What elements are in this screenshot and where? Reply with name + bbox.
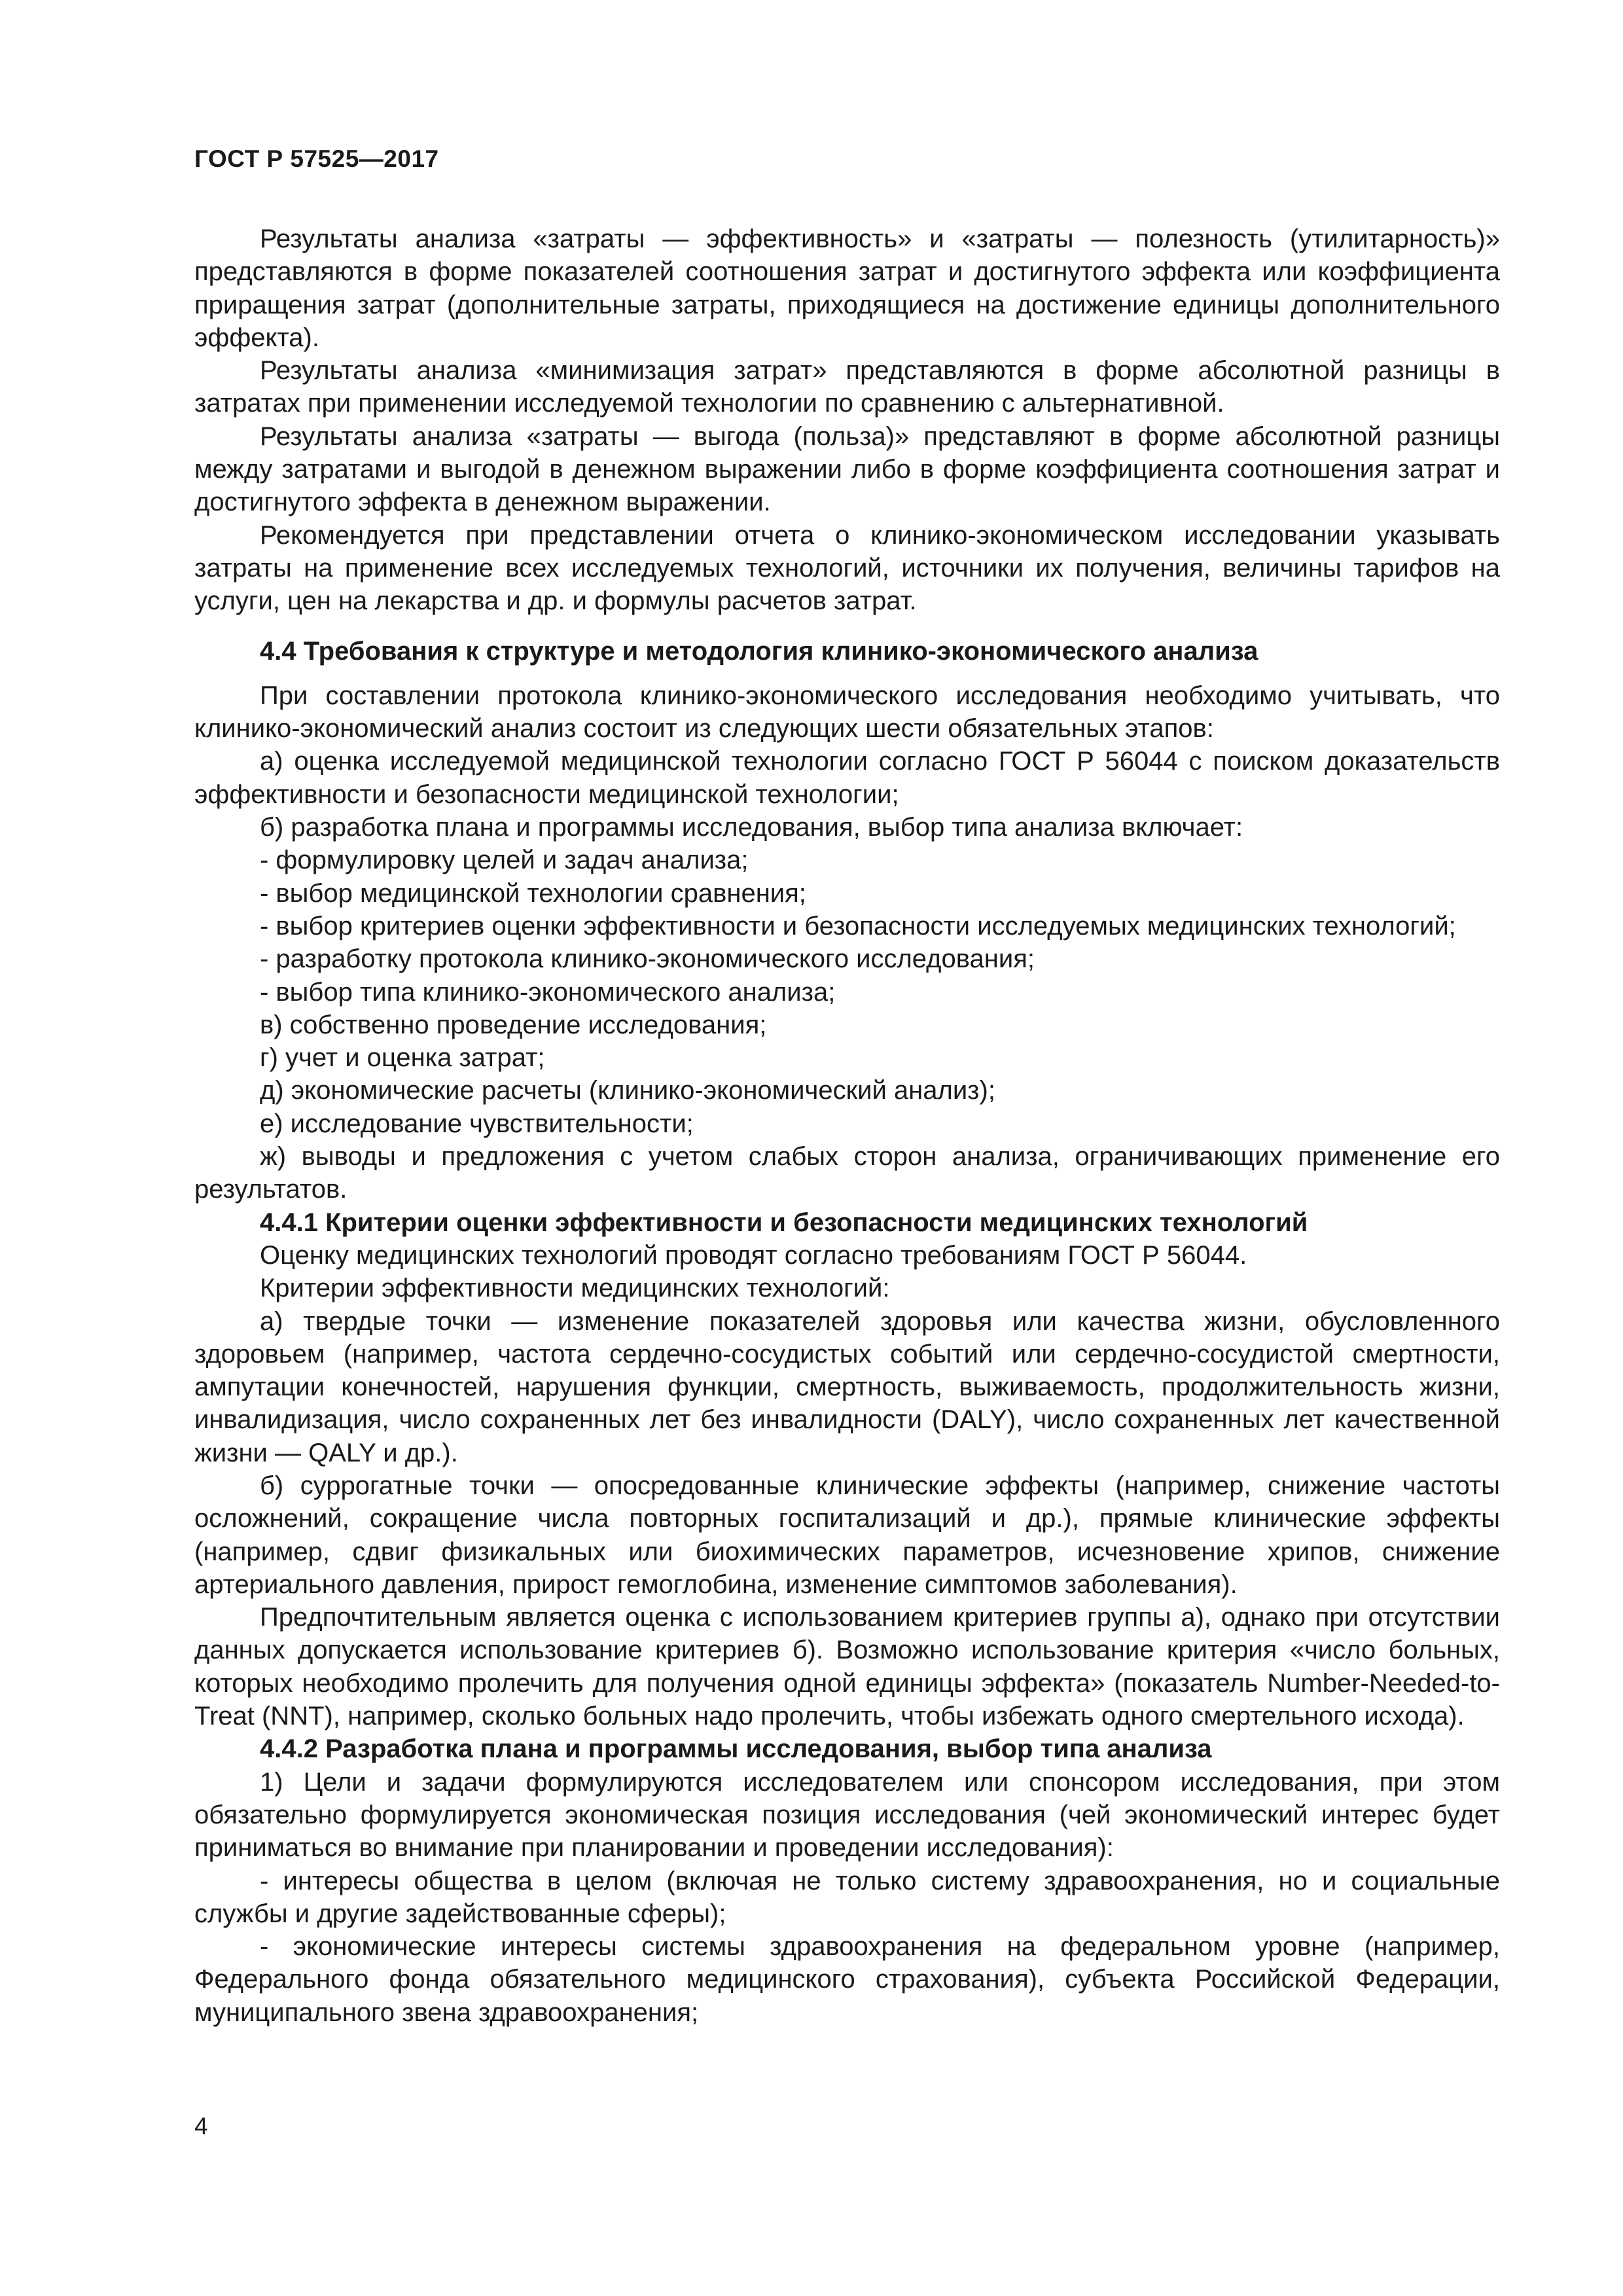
list-item-stage-v: в) собственно проведение исследования; (260, 1010, 767, 1039)
paragraph-preferred-evaluation: Предпочтительным является оценка с использованием критериев группы а), однако при отсутствии данных допускается использование критериев б). Возможно использование критерия «число больных, которых необходимо пролечить для получения одной единицы эффекта» (показатель Number-Needed-to-Treat (NNT), например, сколько больных надо пролечить, чтобы избежать одного смертельного исхода). (194, 1603, 1500, 1731)
paragraph-hard-endpoints: а) твердые точки — изменение показателей здоровья или качества жизни, обусловленного здоровьем (например, частота сердечно-сосудистых событий или сердечно-сосудистой смертности, ампутации конечностей, нарушения функции, смертность, выживаемость, продолжительность жизни, инвалидизация, число сохраненных лет без инвалидности (DALY), число сохраненных лет качественной жизни — QALY и др.). (194, 1306, 1500, 1467)
list-item-society-interests: - интересы общества в целом (включая не только систему здравоохранения, но и социальные службы и другие задействованные сферы); (194, 1866, 1500, 1928)
section-heading-4-4-2: 4.4.2 Разработка плана и программы исследования, выбор типа анализа (260, 1734, 1212, 1764)
document-body (194, 223, 1500, 2029)
paragraph-report-recommendation: Рекомендуется при представлении отчета о клинико-экономическом исследовании указывать затраты на применение всех исследуемых технологий, источники их получения, величины тарифов на услуги, цен на лекарства и др. и формулы расчетов затрат. (194, 520, 1500, 616)
list-item-stage-a: а) оценка исследуемой медицинской технологии согласно ГОСТ Р 56044 с поиском доказательств эффективности и безопасности медицинской технологии; (194, 747, 1500, 809)
list-item-stage-g: г) учет и оценка затрат; (260, 1043, 545, 1073)
list-item-stage-zh: ж) выводы и предложения с учетом слабых сторон анализа, ограничивающих применение его результатов. (194, 1142, 1500, 1204)
section-heading-4-4: 4.4 Требования к структуре и методология клинико-экономического анализа (260, 636, 1258, 666)
list-item-goals: - формулировку целей и задач анализа; (260, 846, 749, 875)
list-item-healthcare-interests: - экономические интересы системы здравоохранения на федеральном уровне (например, Федерального фонда обязательного медицинского страхования), субъекта Российской Федерации, муниципального звена здравоохранения; (194, 1932, 1500, 2027)
paragraph-cost-minimization-results: Результаты анализа «минимизация затрат» представляются в форме абсолютной разницы в затратах при применении исследуемой технологии по сравнению с альтернативной. (194, 356, 1500, 418)
paragraph-cost-benefit-results: Результаты анализа «затраты — выгода (польза)» представляют в форме абсолютной разницы между затратами и выгодой в денежном выражении либо в форме коэффициента соотношения затрат и достигнутого эффекта в денежном выражении. (194, 422, 1500, 517)
list-item-stage-d: д) экономические расчеты (клинико-экономический анализ); (260, 1076, 995, 1105)
paragraph-cost-effectiveness-results: Результаты анализа «затраты — эффективность» и «затраты — полезность (утилитарность)» представляются в форме показателей соотношения затрат и достигнутого эффекта или коэффициента приращения затрат (дополнительные затраты, приходящиеся на достижение единицы дополнительного эффекта). (194, 224, 1500, 352)
paragraph-efficacy-criteria-intro: Критерии эффективности медицинских технологий: (260, 1274, 890, 1303)
list-item-comparator: - выбор медицинской технологии сравнения; (260, 878, 806, 908)
list-item-stage-e: е) исследование чувствительности; (260, 1109, 694, 1138)
paragraph-goals-formulation: 1) Цели и задачи формулируются исследователем или спонсором исследования, при этом обязательно формулируется экономическая позиция исследования (чей экономический интерес будет приниматься во внимание при планировании и проведении исследования): (194, 1767, 1500, 1863)
paragraph-evaluation-standard: Оценку медицинских технологий проводят согласно требованиям ГОСТ Р 56044. (260, 1240, 1247, 1270)
section-heading-4-4-1: 4.4.1 Критерии оценки эффективности и безопасности медицинских технологий (260, 1208, 1308, 1237)
list-item-protocol: - разработку протокола клинико-экономического исследования; (260, 944, 1035, 974)
paragraph-surrogate-endpoints: б) суррогатные точки — опосредованные клинические эффекты (например, снижение частоты осложнений, сокращение числа повторных госпитализаций и др.), прямые клинические эффекты (например, сдвиг физикальных или биохимических параметров, исчезновение хрипов, снижение артериального давления, прирост гемоглобина, изменение симптомов заболевания). (194, 1471, 1500, 1599)
page-number: 4 (194, 2113, 208, 2140)
list-item-criteria: - выбор критериев оценки эффективности и безопасности исследуемых медицинских технологий; (260, 911, 1456, 941)
paragraph-protocol-stages-intro: При составлении протокола клинико-экономического исследования необходимо учитывать, что клинико-экономический анализ состоит из следующих шести обязательных этапов: (194, 681, 1500, 744)
list-item-stage-b: б) разработка плана и программы исследования, выбор типа анализа включает: (260, 813, 1243, 842)
list-item-analysis-type: - выбор типа клинико-экономического анализа; (260, 977, 836, 1007)
document-code-header: ГОСТ Р 57525—2017 (194, 145, 439, 172)
